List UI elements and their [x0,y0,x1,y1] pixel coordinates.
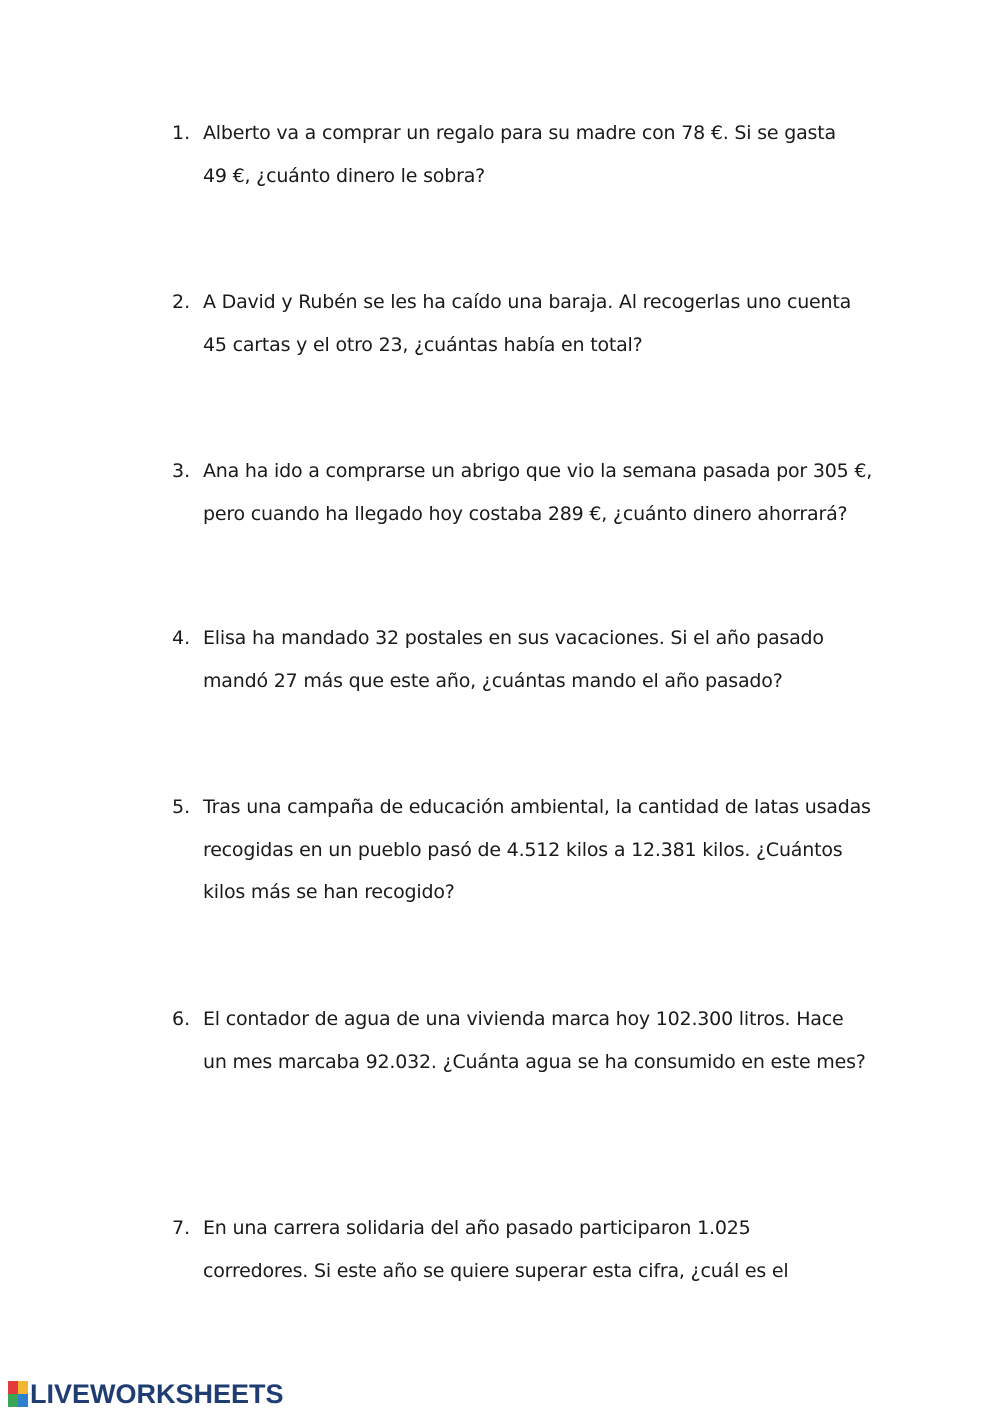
problem-line: Ana ha ido a comprarse un abrigo que vio la semana pasada por 305 €, [203,460,873,482]
problem-line: 49 €, ¿cuánto dinero le sobra? [203,164,486,187]
liveworksheets-logo-text: LIVEWORKSHEETS [30,1378,284,1409]
logo-block-red [8,1381,18,1394]
problem-number: 4. [172,627,191,649]
logo-block-green [8,1394,18,1407]
problem-number: 2. [172,291,191,313]
problem-number: 5. [172,796,191,818]
problem-line: Elisa ha mandado 32 postales en sus vacaciones. Si el año pasado [203,627,824,649]
liveworksheets-footer[interactable] [8,1378,284,1410]
problem-number: 3. [172,460,191,482]
problem-line: mandó 27 más que este año, ¿cuántas mando el año pasado? [203,669,783,692]
liveworksheets-logo-icon [8,1381,28,1407]
logo-block-blue [18,1394,28,1407]
problem-text [203,450,873,535]
problem-text [203,786,873,914]
problem-line: Alberto va a comprar un regalo para su madre con 78 €. Si se gasta [203,122,836,144]
problem-line: kilos más se han recogido? [203,881,455,903]
problem-line: pero cuando ha llegado hoy costaba 289 €, ¿cuánto dinero ahorrará? [203,502,848,525]
problem-line: 45 cartas y el otro 23, ¿cuántas había en total? [203,333,643,356]
problem-line: corredores. Si este año se quiere superar esta cifra, ¿cuál es el [203,1259,789,1282]
problem-text [203,617,873,702]
problem-line: A David y Rubén se les ha caído una baraja. Al recogerlas uno cuenta [203,291,852,313]
problem-number: 7. [172,1217,191,1239]
problem-line: El contador de agua de una vivienda marca hoy 102.300 litros. Hace [203,1008,844,1030]
problem-text [203,998,873,1083]
problem-number: 1. [172,122,191,144]
problem-line: un mes marcaba 92.032. ¿Cuánta agua se ha consumido en este mes? [203,1050,866,1073]
problem-text [203,112,873,197]
problem-line: Tras una campaña de educación ambiental, la cantidad de latas usadas [203,796,871,818]
problem-text [203,281,873,366]
problem-line: En una carrera solidaria del año pasado participaron 1.025 [203,1217,751,1239]
problem-number: 6. [172,1008,191,1030]
logo-block-yellow [18,1381,28,1394]
problem-text [203,1207,873,1292]
problem-line: recogidas en un pueblo pasó de 4.512 kilos a 12.381 kilos. ¿Cuántos [203,838,843,861]
